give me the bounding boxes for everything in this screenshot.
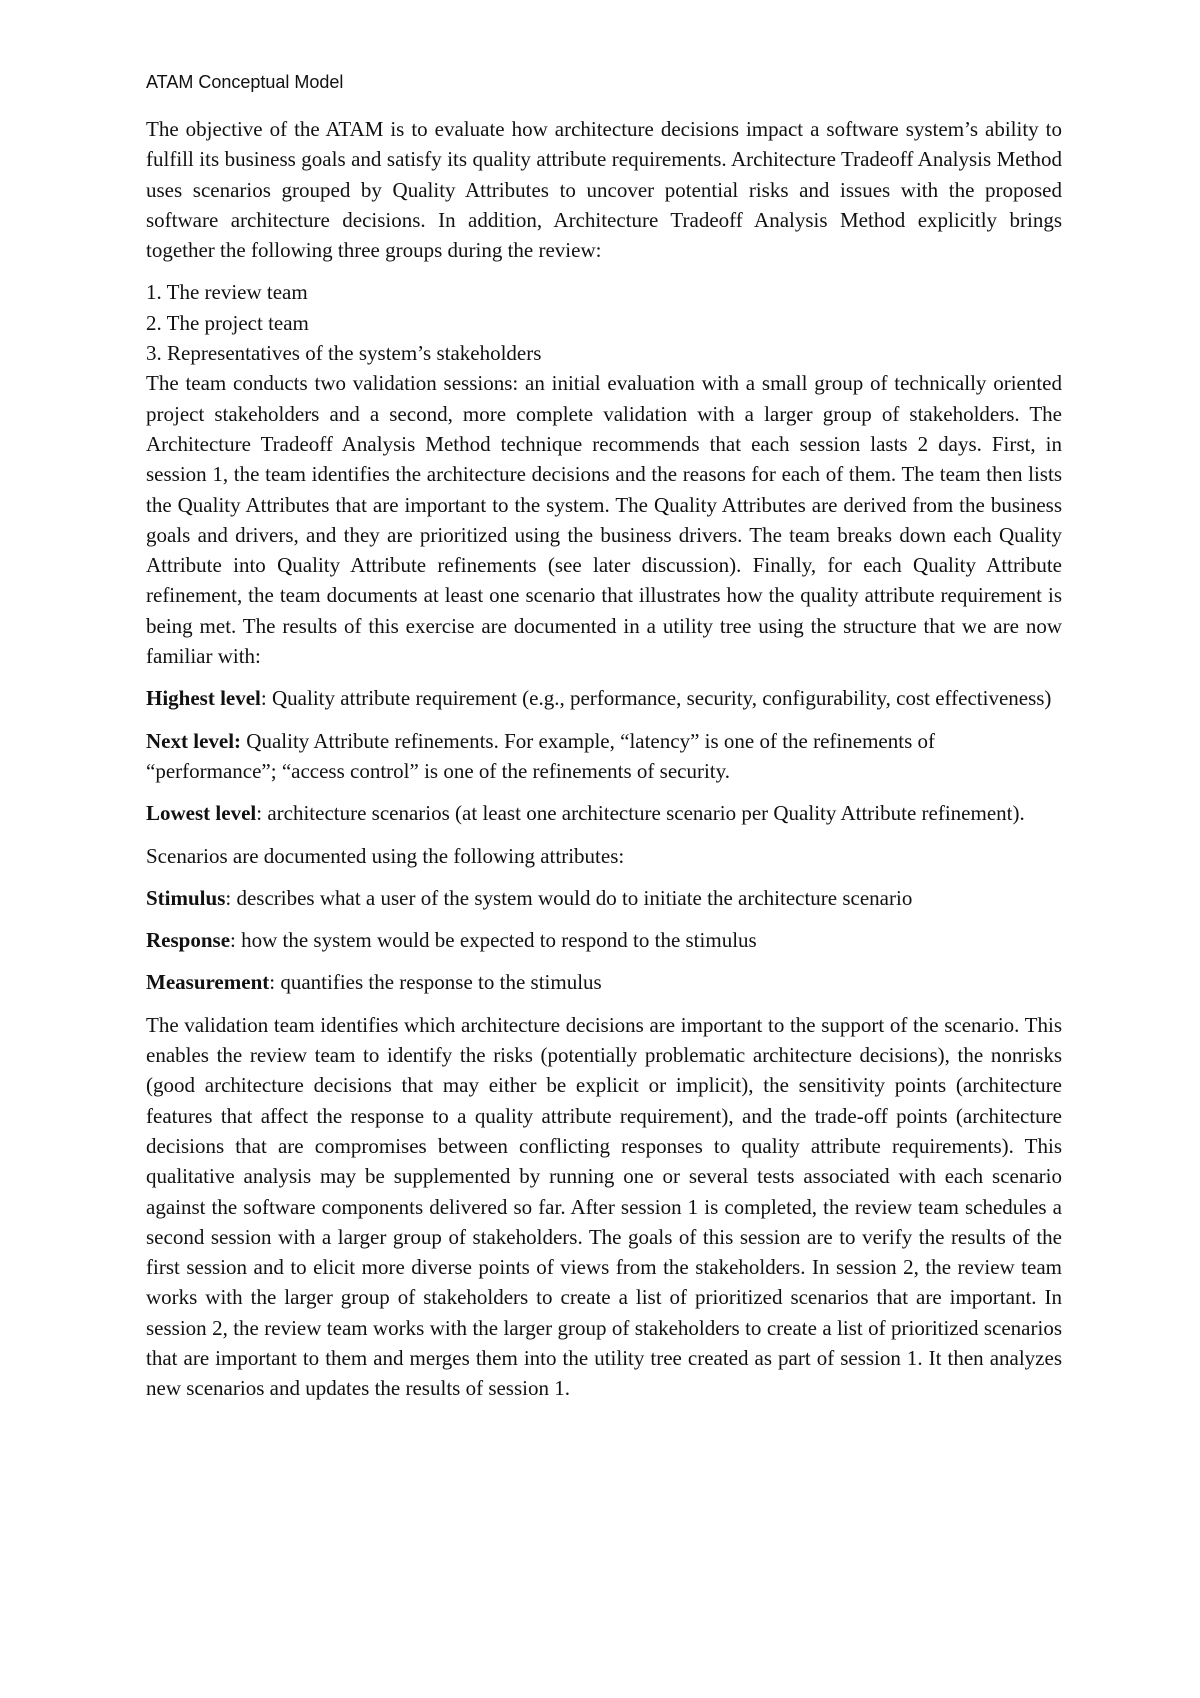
attribute-text: quantifies the response to the stimulus — [280, 970, 602, 995]
attribute-text: describes what a user of the system would do to initiate the architecture scenario — [236, 885, 913, 910]
level-text: Quality attribute requirement (e.g., performance, security, configurability, cost effectiveness) — [272, 686, 1052, 711]
level-term: Highest level — [146, 686, 261, 711]
attribute-response: Response: how the system would be expected to respond to the stimulus — [146, 928, 757, 953]
list-item: 3. Representatives of the system’s stakeholders — [146, 341, 542, 366]
level-text: Quality Attribute refinements. For example, “latency” is one of the refinements of “performance”; “access control” is one of the refinements of security. — [146, 728, 935, 783]
attribute-measurement: Measurement: quantifies the response to the stimulus — [146, 970, 602, 995]
level-term: Lowest level — [146, 801, 257, 826]
document-title: ATAM Conceptual Model — [146, 72, 344, 92]
list-item: 1. The review team — [146, 280, 308, 305]
scenarios-intro: Scenarios are documented using the following attributes: — [146, 843, 625, 868]
level-next — [146, 726, 1062, 787]
attribute-text: how the system would be expected to respond to the stimulus — [241, 928, 757, 953]
attribute-term: Response — [146, 928, 231, 953]
level-lowest: Lowest level: architecture scenarios (at least one architecture scenario per Quality Attribute refinement). — [146, 801, 1025, 826]
intro-paragraph: The objective of the ATAM is to evaluate how architecture decisions impact a software system’s ability to fulfill its business goals and satisfy its quality attribute requirements. Architecture Tradeoff Analysis Method uses scenarios grouped by Quality Attributes to uncover potential risks and issues with the proposed software architecture decisions. In addition, Architecture Tradeoff Analysis Method explicitly brings together the following three groups during the review: — [146, 117, 1062, 263]
attribute-stimulus: Stimulus: describes what a user of the system would do to initiate the architecture scenario — [146, 885, 913, 910]
closing-paragraph: The validation team identifies which architecture decisions are important to the support of the scenario. This enables the review team to identify the risks (potentially problematic architecture decisions), the nonrisks (good architecture decisions that may either be explicit or implicit), the sensitivity points (architecture features that affect the response to a quality attribute requirement), and the trade-off points (architecture decisions that are compromises between conflicting responses to quality attribute requirements). This qualitative analysis may be supplemented by running one or several tests associated with each scenario against the software components delivered so far. After session 1 is completed, the review team schedules a second session with a larger group of stakeholders. The goals of this session are to verify the results of the first session and to elicit more diverse points of views from the stakeholders. In session 2, the review team works with the larger group of stakeholders to create a list of prioritized scenarios that are important. In session 2, the review team works with the larger group of stakeholders to create a list of prioritized scenarios that are important to them and merges them into the utility tree created as part of session 1. It then analyzes new scenarios and updates the results of session 1. — [146, 1012, 1062, 1401]
sessions-paragraph: The team conducts two validation sessions: an initial evaluation with a small group of technically oriented project stakeholders and a second, more complete validation with a larger group of stakeholders. The Architecture Tradeoff Analysis Method technique recommends that each session lasts 2 days. First, in session 1, the team identifies the architecture decisions and the reasons for each of them. The team then lists the Quality Attributes that are important to the system. The Quality Attributes are derived from the business goals and drivers, and they are prioritized using the business drivers. The team breaks down each Quality Attribute into Quality Attribute refinements (see later discussion). Finally, for each Quality Attribute refinement, the team documents at least one scenario that illustrates how the quality attribute requirement is being met. The results of this exercise are documented in a utility tree using the structure that we are now familiar with: — [146, 371, 1062, 669]
level-highest: Highest level: Quality attribute requirement (e.g., performance, security, configurability, cost effectiveness) — [146, 686, 1052, 711]
groups-list — [146, 277, 1062, 368]
level-term: Next level: — [146, 728, 242, 753]
attribute-term: Stimulus — [146, 885, 226, 910]
level-text: architecture scenarios (at least one architecture scenario per Quality Attribute refinement). — [267, 801, 1025, 826]
attribute-term: Measurement — [146, 970, 270, 995]
list-item: 2. The project team — [146, 310, 309, 335]
